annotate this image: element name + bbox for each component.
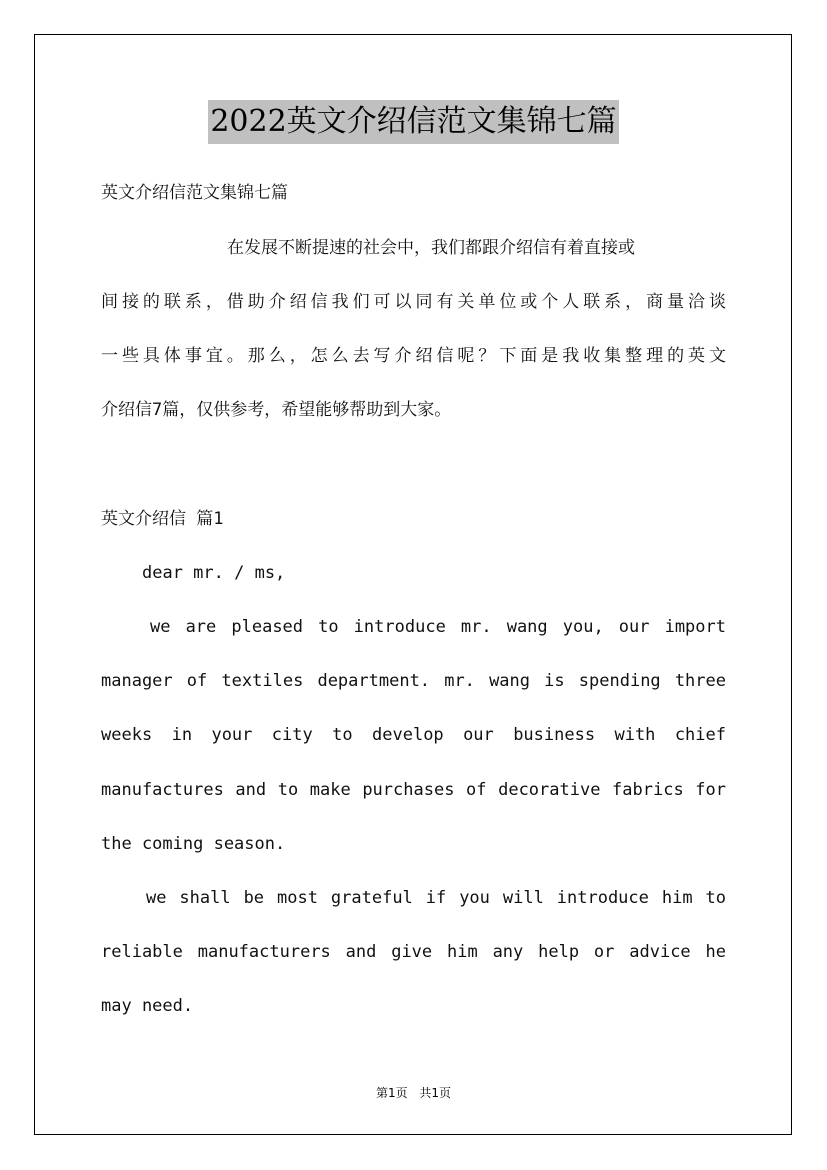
para2-line: reliable manufacturers and give him any help or advice he	[101, 942, 726, 962]
intro-line: 介绍信7篇，仅供参考，希望能够帮助到大家。	[101, 400, 452, 420]
title-container	[0, 100, 827, 144]
para1-line: we are pleased to introduce mr. wang you, our import	[150, 617, 726, 637]
para1-line: manager of textiles department. mr. wang is spending three	[101, 671, 726, 691]
para1-line: weeks in your city to develop our business with chief	[101, 725, 726, 745]
page-footer	[0, 1084, 827, 1101]
para2-line: we shall be most grateful if you will introduce him to	[146, 888, 726, 908]
document-title: 2022英文介绍信范文集锦七篇	[208, 100, 618, 144]
para1-line: the coming season.	[101, 834, 286, 854]
para2-line: may need.	[101, 996, 194, 1016]
para1-line: manufactures and to make purchases of decorative fabrics for	[101, 780, 726, 800]
intro-line: 间接的联系，借助介绍信我们可以同有关单位或个人联系，商量洽谈	[101, 292, 726, 312]
salutation: dear mr. / ms,	[142, 563, 286, 583]
page-total: 共1页	[419, 1086, 452, 1100]
page-number: 第1页	[375, 1086, 408, 1100]
document-subtitle: 英文介绍信范文集锦七篇	[101, 183, 288, 203]
intro-line: 一些具体事宜。那么，怎么去写介绍信呢？下面是我收集整理的英文	[101, 346, 726, 366]
intro-line: 在发展不断提速的社会中，我们都跟介绍信有着直接或	[227, 238, 635, 258]
section-heading: 英文介绍信 篇1	[101, 509, 224, 529]
